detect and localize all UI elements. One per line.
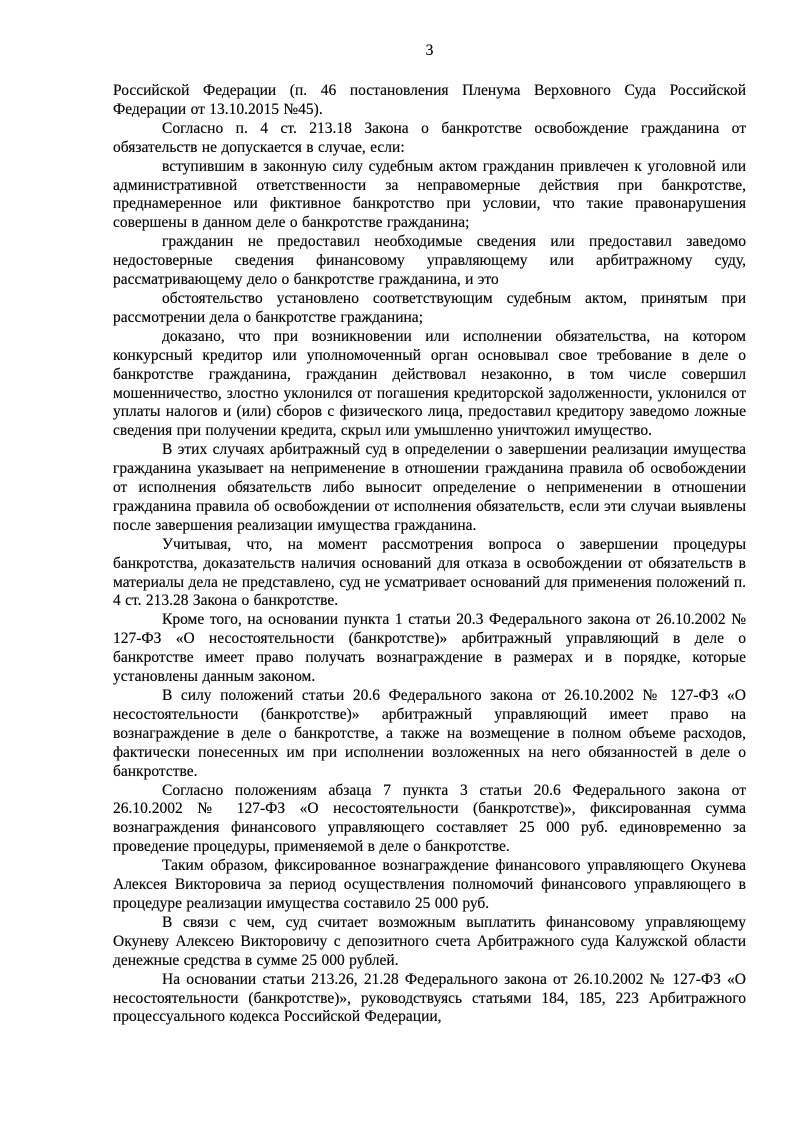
paragraph: Согласно п. 4 ст. 213.18 Закона о банкротстве освобождение гражданина от обязательств не допускается в случае, если: [113,119,746,156]
paragraph: обстоятельство установлено соответствующим судебным актом, принятым при рассмотрении дела о банкротстве гражданина; [113,289,746,326]
paragraph: В силу положений статьи 20.6 Федерального закона от 26.10.2002 № 127-ФЗ «О несостоятельности (банкротстве)» арбитражный управляющий имеет право на вознаграждение в деле о банкротстве, а также на возмещение в полном объеме расходов, фактически понесенных им при исполнении возложенных на него обязанностей в деле о банкротстве. [113,687,746,780]
paragraph: В этих случаях арбитражный суд в определении о завершении реализации имущества гражданина указывает на неприменение в отношении гражданина правила об освобождении от исполнения обязательств либо выносит определение о неприменении в отношении гражданина правила об освобождении от исполнения обязательств, если эти случаи выявлены после завершения реализации имущества гражданина. [113,441,746,534]
page-number: 3 [425,42,434,59]
paragraph: Кроме того, на основании пункта 1 статьи 20.3 Федерального закона от 26.10.2002 № 127-ФЗ «О несостоятельности (банкротстве)» арбитражный управляющий в деле о банкротстве имеет право получать вознаграждение в размерах и в порядке, которые установлены данным законом. [113,611,746,686]
document-body [113,82,746,1027]
paragraph: доказано, что при возникновении или исполнении обязательства, на котором конкурсный кредитор или уполномоченный орган основывал свое требование в деле о банкротстве гражданина, гражданин действовал незаконно, в том числе совершил мошенничество, злостно уклонился от погашения кредиторской задолженности, уклонился от уплаты налогов и (или) сборов с физического лица, предоставил кредитору заведомо ложные сведения при получении кредита, скрыл или умышленно уничтожил имущество. [113,327,746,440]
paragraph: Согласно положениям абзаца 7 пункта 3 статьи 20.6 Федерального закона от 26.10.2002 № 127-ФЗ «О несостоятельности (банкротстве)», фиксированная сумма вознаграждения финансового управляющего составляет 25 000 руб. единовременно за проведение процедуры, применяемой в деле о банкротстве. [113,781,746,856]
paragraph: На основании статьи 213.26, 21.28 Федерального закона от 26.10.2002 № 127-ФЗ «О несостоятельности (банкротстве)», руководствуясь статьями 184, 185, 223 Арбитражного процессуального кодекса Российской Федерации, [113,970,746,1026]
paragraph: гражданин не предоставил необходимые сведения или предоставил заведомо недостоверные сведения финансовому управляющему или арбитражному суду, рассматривающему дело о банкротстве гражданина, и это [113,233,746,289]
paragraph: вступившим в законную силу судебным актом гражданин привлечен к уголовной или административной ответственности за неправомерные действия при банкротстве, преднамеренное или фиктивное банкротство при условии, что такие правонарушения совершены в данном деле о банкротстве гражданина; [113,157,746,232]
paragraph: Учитывая, что, на момент рассмотрения вопроса о завершении процедуры банкротства, доказательств наличия оснований для отказа в освобождении от обязательств в материалы дела не представлено, суд не усматривает оснований для применения положений п. 4 ст. 213.28 Закона о банкротстве. [113,535,746,610]
paragraph: В связи с чем, суд считает возможным выплатить финансовому управляющему Окуневу Алексею Викторовичу с депозитного счета Арбитражного суда Калужской области денежные средства в сумме 25 000 рублей. [113,913,746,969]
paragraph: Таким образом, фиксированное вознаграждение финансового управляющего Окунева Алексея Викторовича за период осуществления полномочий финансового управляющего в процедуре реализации имущества составило 25 000 руб. [113,857,746,912]
paragraph: Российской Федерации (п. 46 постановления Пленума Верховного Суда Российской Федерации от 13.10.2015 №45). [113,82,746,118]
